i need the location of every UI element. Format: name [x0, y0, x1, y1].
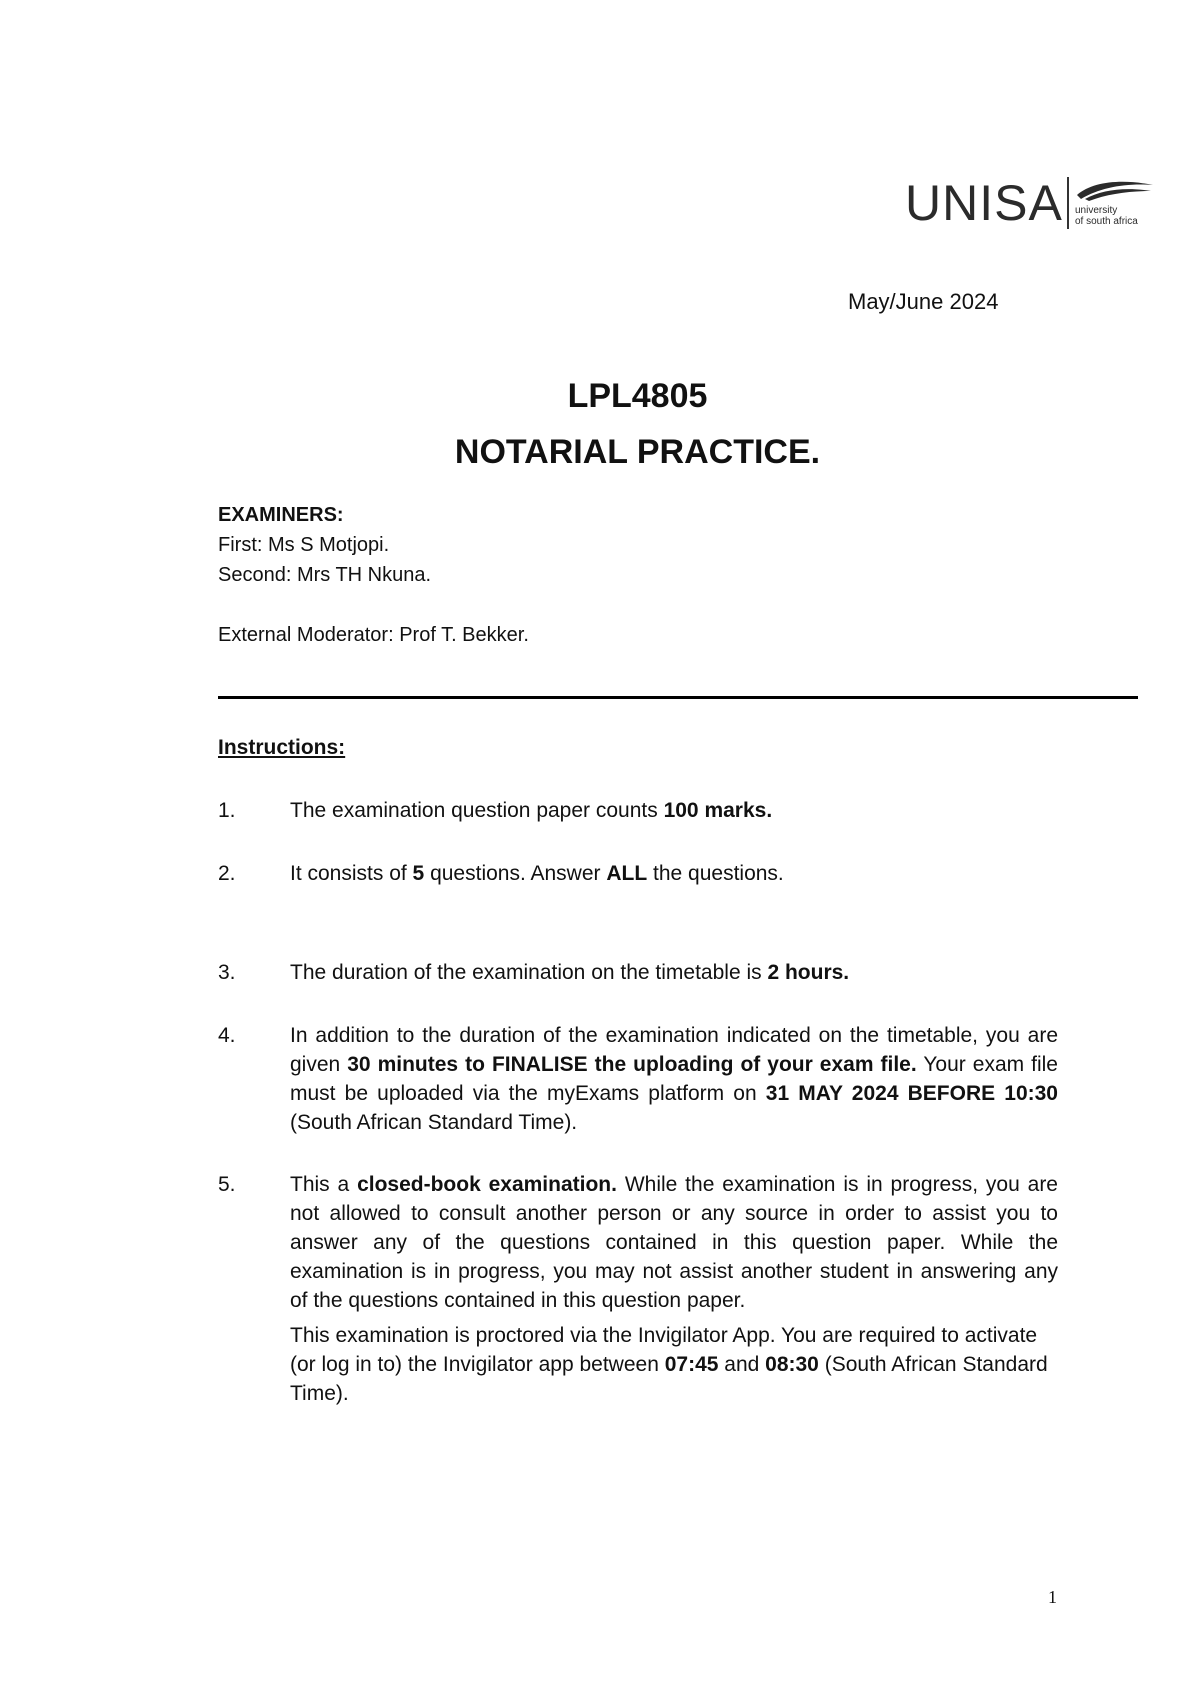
logo-subtitle-line1: university: [1075, 205, 1118, 216]
examiners-heading: EXAMINERS:: [218, 504, 344, 526]
logo-swoosh-icon: [1075, 179, 1155, 201]
module-code: LPL4805: [567, 377, 708, 415]
instruction-text: The duration of the examination on the timetable is 2 hours.: [290, 961, 850, 984]
instruction-number: 2.: [218, 862, 236, 885]
unisa-logo: [905, 175, 1155, 237]
exam-date: May/June 2024: [848, 289, 999, 314]
instruction-number: 4.: [218, 1024, 236, 1047]
instruction-number: 1.: [218, 799, 236, 822]
instruction-text: It consists of 5 questions. Answer ALL the questions.: [290, 862, 784, 885]
examiners-block: [218, 500, 431, 590]
logo-subtitle: [1075, 205, 1138, 227]
instruction-text: The examination question paper counts 100 marks.: [290, 799, 773, 822]
second-examiner: Second: Mrs TH Nkuna.: [218, 564, 432, 586]
logo-wordmark: UNISA: [905, 175, 1063, 231]
instruction-text: This a closed-book examination. While the examination is in progress, you are not allowed to consult another person or any source in order to assist you to answer any of the questions contained in this question paper. While the examination is in progress, you may not assist another student in answering any of the questions contained in this question paper. This examination is proctored via the Invigilator App. You are required to activate (or log in to) the Invigilator app between 07:45 and 08:30 (South African Standard Time).: [290, 1170, 1058, 1408]
module-title: NOTARIAL PRACTICE.: [454, 433, 821, 471]
instruction-number: 3.: [218, 961, 236, 984]
external-moderator: External Moderator: Prof T. Bekker.: [218, 624, 529, 646]
page-number: 1: [1048, 1587, 1057, 1607]
title-block: [0, 368, 1200, 480]
instructions-heading: Instructions:: [218, 736, 346, 759]
proctoring-note: This examination is proctored via the Invigilator App. You are required to activate (or log in to) the Invigilator app between 07:45 and 08:30 (South African Standard Time).: [290, 1324, 1048, 1405]
logo-subtitle-line2: of south africa: [1075, 216, 1138, 227]
instruction-text: In addition to the duration of the examination indicated on the timetable, you are given 30 minutes to FINALISE the uploading of your exam file. Your exam file must be uploaded via the myExams platform on 31 MAY 2024 BEFORE 10:30 (South African Standard Time).: [290, 1024, 1058, 1134]
logo-separator: [1067, 177, 1069, 229]
horizontal-divider: [218, 696, 1138, 699]
instruction-number: 5.: [218, 1173, 236, 1196]
first-examiner: First: Ms S Motjopi.: [218, 534, 390, 556]
